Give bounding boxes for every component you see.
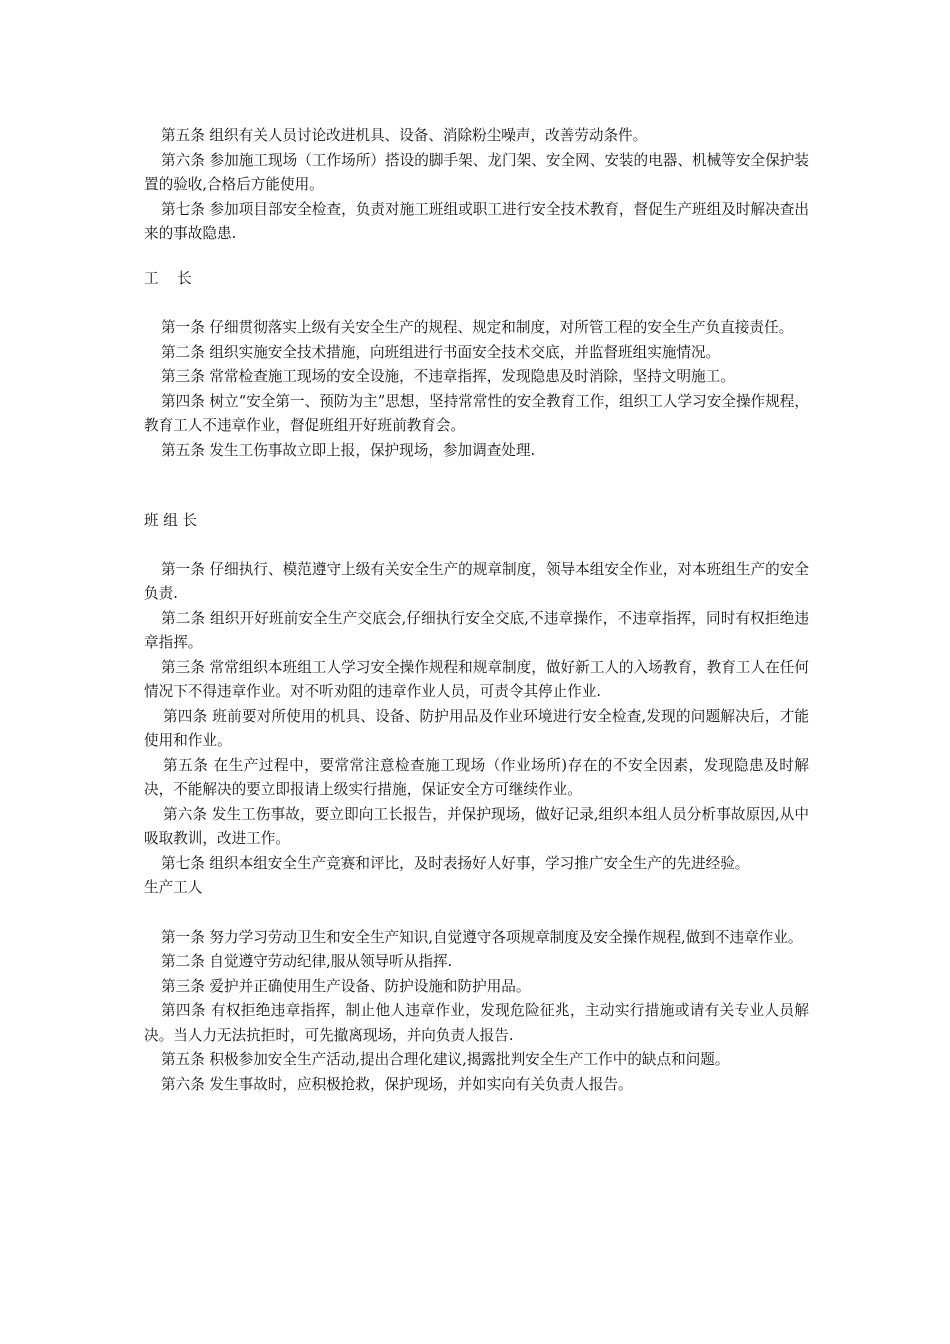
article-paragraph: 第五条 在生产过程中，要常常注意检查施工现场（作业场所)存在的不安全因素，发现隐患及时解决，不能解决的要立即报请上级实行措施，保证安全方可继续作业。 — [144, 756, 809, 798]
spacer — [144, 534, 809, 558]
article-paragraph: 第六条 参加施工现场（工作场所）搭设的脚手架、龙门架、安全网、安装的电器、机械等安全保护装置的验收,合格后方能使用。 — [144, 151, 809, 193]
article-paragraph: 第一条 仔细执行、模范遵守上级有关安全生产的规章制度，领导本组安全作业，对本班组生产的安全负责. — [144, 560, 809, 602]
article-paragraph: 第一条 仔细贯彻落实上级有关安全生产的规程、规定和制度，对所管工程的安全生产负直接责任。 — [161, 319, 794, 336]
article-paragraph: 第七条 组织本组安全生产竞赛和评比，及时表扬好人好事，学习推广安全生产的先进经验。 — [161, 854, 750, 872]
section-continuation — [144, 124, 809, 247]
article-paragraph: 第五条 组织有关人员讨论改进机具、设备、消除粉尘噪声，改善劳动条件。 — [161, 127, 648, 144]
article-paragraph: 第六条 发生工伤事故，要立即向工长报告，并保护现场，做好记录,组织本组人员分析事故原因,从中吸取教训，改进工作。 — [144, 805, 809, 847]
article-paragraph: 第四条 树立“安全第一、预防为主”思想，坚持常常性的安全教育工作，组织工人学习安全操作规程，教育工人不违章作业，督促班组开好班前教育会。 — [144, 392, 809, 434]
article-paragraph: 第五条 积极参加安全生产活动,提出合理化建议,揭露批判安全生产工作中的缺点和问题。 — [161, 1051, 730, 1068]
section-production-worker — [144, 876, 809, 1097]
article-paragraph: 第六条 发生事故时，应积极抢救，保护现场，并如实向有关负责人报告。 — [161, 1075, 633, 1093]
section-team-leader — [144, 509, 809, 876]
spacer — [144, 291, 809, 316]
spacer — [144, 901, 809, 926]
section-foreman — [144, 267, 809, 464]
spacer — [144, 463, 809, 509]
article-paragraph: 第一条 努力学习劳动卫生和安全生产知识,自觉遵守各项规章制度及安全操作规程,做到不违章作业。 — [161, 928, 803, 946]
article-paragraph: 第七条 参加项目部安全检查，负责对施工班组或职工进行安全技术教育，督促生产班组及时解决查出来的事故隐患. — [144, 200, 809, 242]
article-paragraph: 第四条 班前要对所使用的机具、设备、防护用品及作业环境进行安全检查,发现的问题解决后，才能使用和作业。 — [144, 707, 809, 749]
section-heading: 班 组 长 — [144, 512, 198, 529]
article-paragraph: 第三条 爱护并正确使用生产设备、防护设施和防护用品。 — [161, 977, 531, 995]
spacer — [144, 247, 809, 267]
article-paragraph: 第二条 自觉遵守劳动纪律,服从领导听从指挥. — [161, 953, 453, 970]
document-body — [144, 124, 809, 1097]
article-paragraph: 第三条 常常组织本班组工人学习安全操作规程和规章制度，做好新工人的入场教育，教育工人在任何情况下不得违章作业。对不听劝阻的违章作业人员，可责令其停止作业. — [144, 658, 809, 700]
article-paragraph: 第五条 发生工伤事故立即上报，保护现场，参加调查处理. — [161, 441, 536, 459]
article-paragraph: 第四条 有权拒绝违章指挥，制止他人违章作业，发现危险征兆，主动实行措施或请有关专业人员解决。当人力无法抗拒时，可先撤离现场，并向负责人报告. — [144, 1002, 809, 1044]
article-paragraph: 第三条 常常检查施工现场的安全设施，不违章指挥，发现隐患及时消除，坚持文明施工。 — [161, 368, 735, 385]
article-paragraph: 第二条 组织开好班前安全生产交底会,仔细执行安全交底,不违章操作，不违章指挥，同时有权拒绝违章指挥。 — [144, 609, 809, 651]
article-paragraph: 第二条 组织实施安全技术措施，向班组进行书面安全技术交底，并监督班组实施情况。 — [161, 343, 721, 361]
section-heading: 生产工人 — [144, 879, 203, 896]
section-heading: 工 长 — [144, 269, 192, 287]
